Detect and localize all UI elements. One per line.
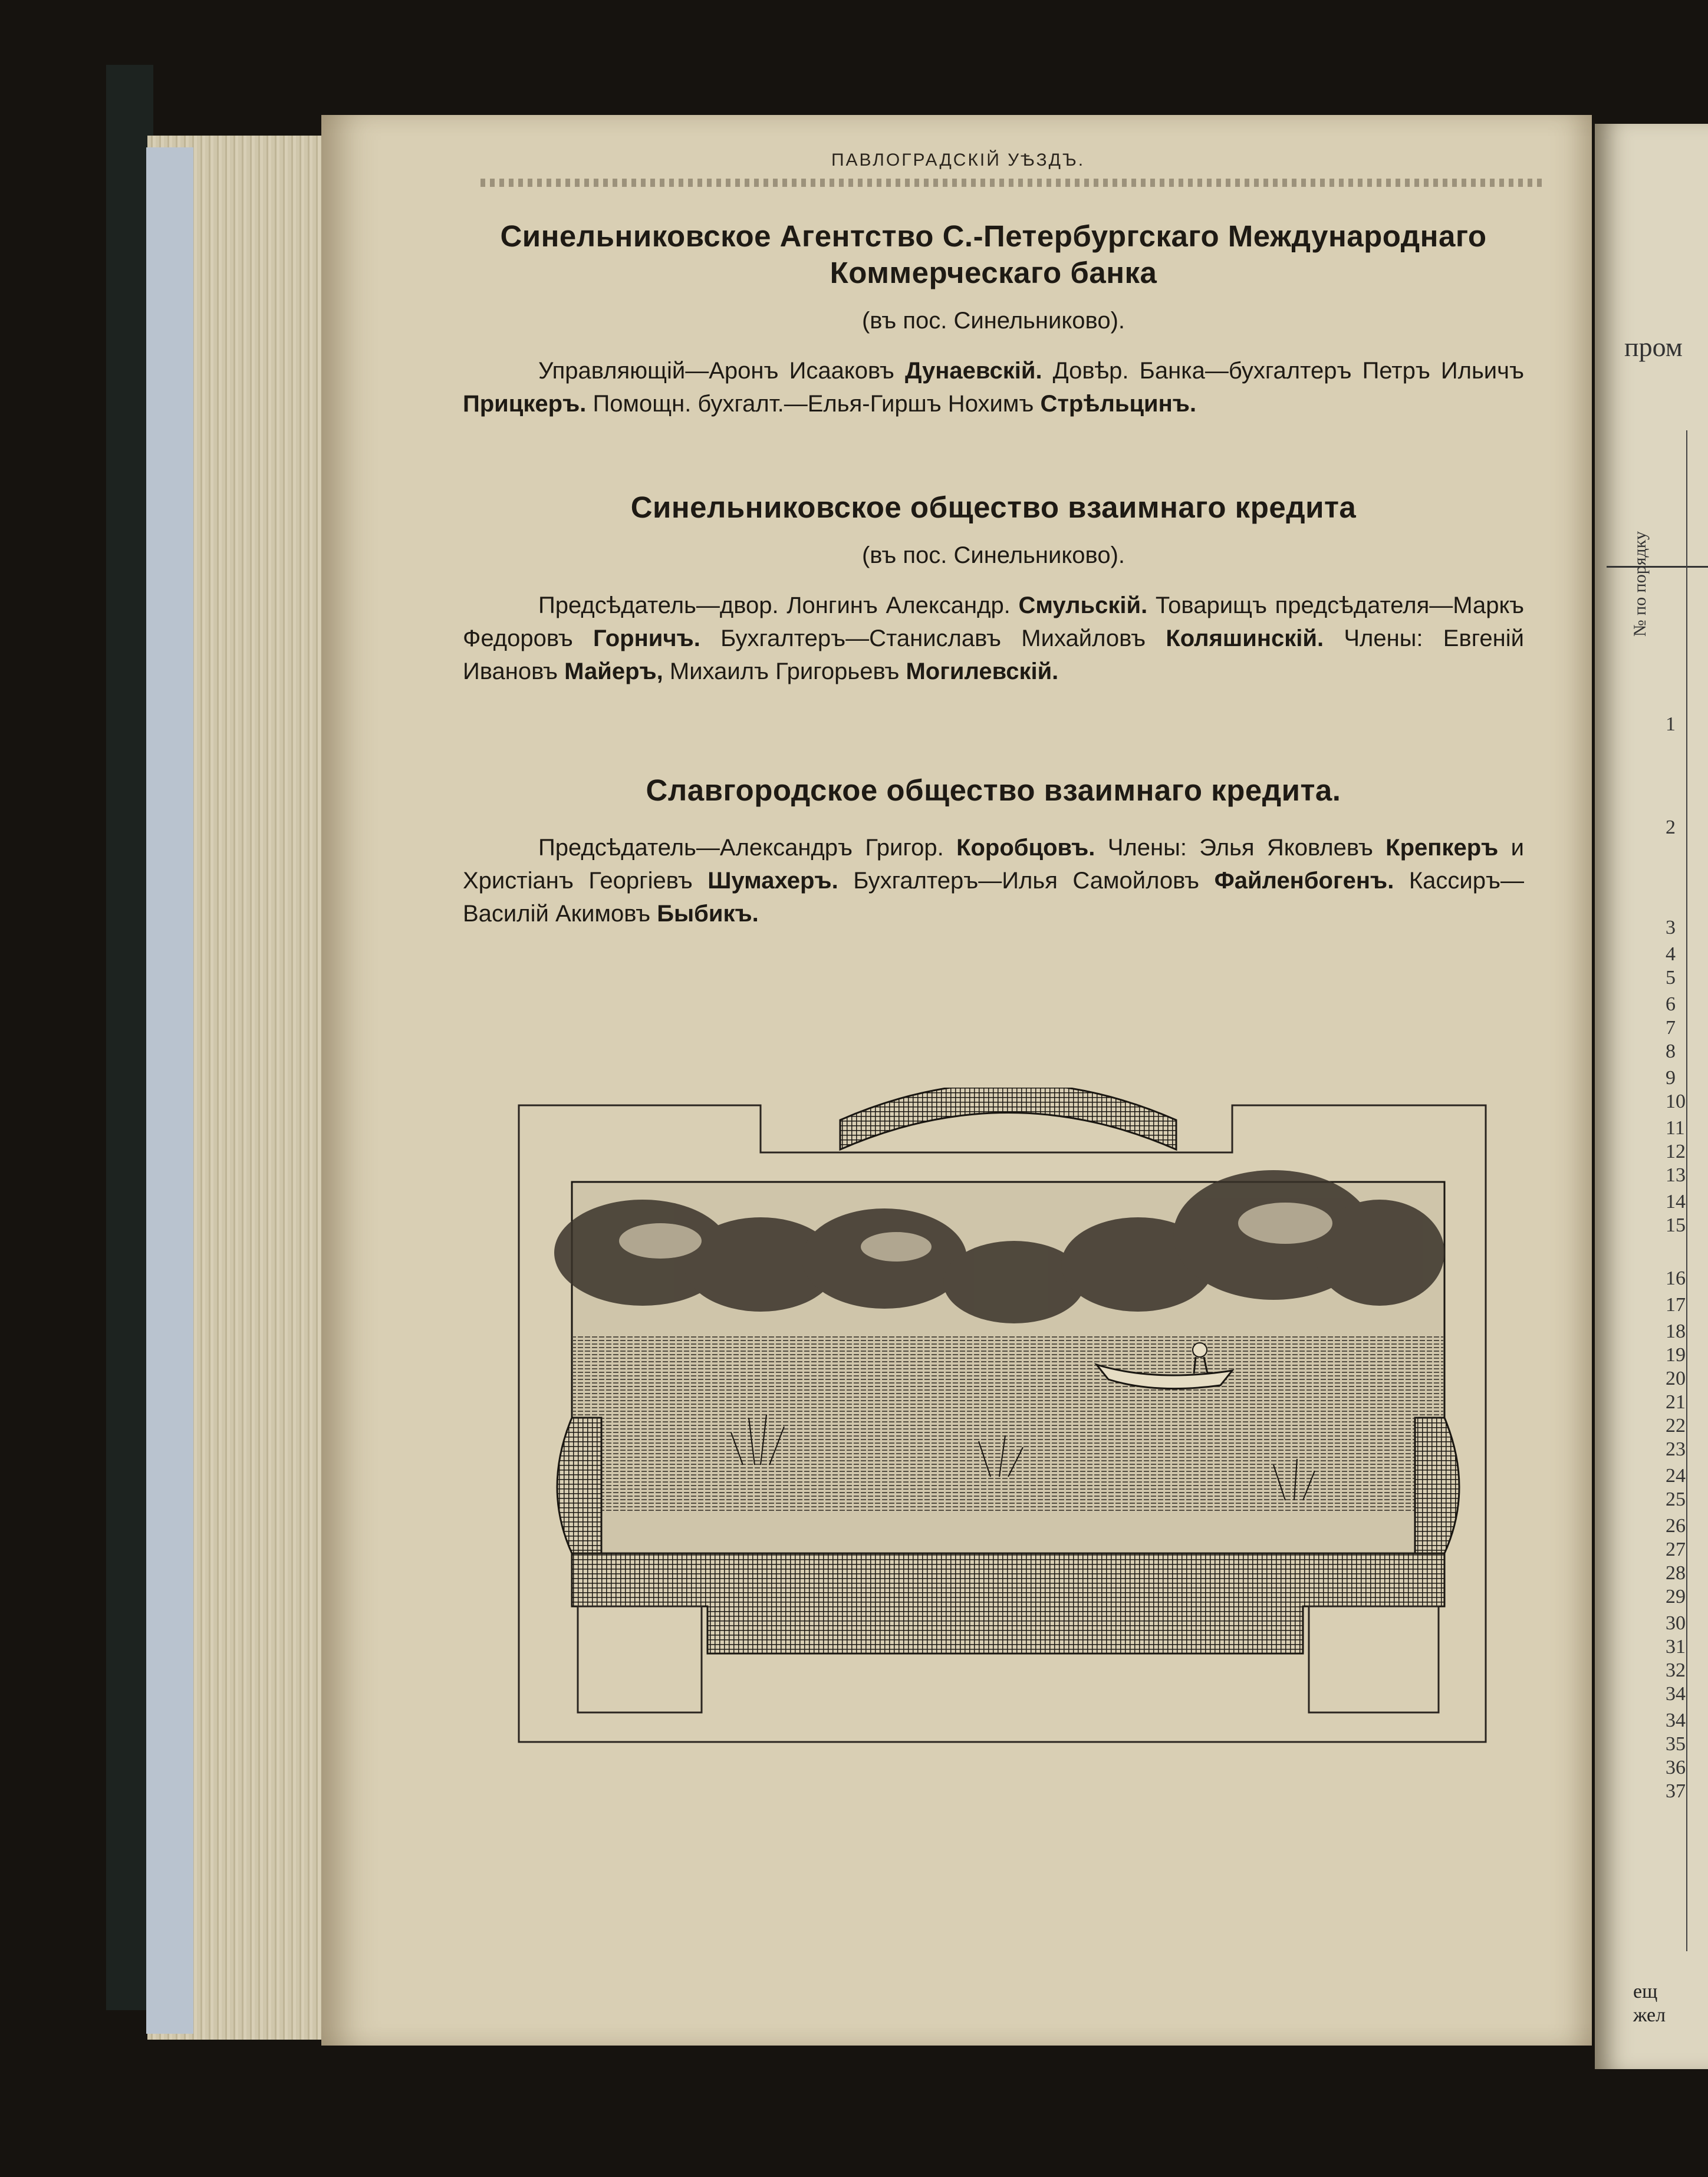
row-number: 12 [1666, 1141, 1686, 1162]
surname: Шумахеръ. [707, 868, 838, 894]
column-label: № по порядку [1630, 531, 1650, 637]
surname: Быбикъ. [657, 901, 759, 927]
section-sinelnikovo-bank [463, 218, 1524, 420]
section-body [463, 354, 1524, 420]
running-head: ПАВЛОГРАДСКІЙ УѢЗДЪ. [831, 150, 1085, 170]
section-title: Синельниковское общество взаимнаго кредита [630, 490, 1357, 524]
row-number: 24 [1666, 1465, 1686, 1487]
row-number: 34 [1666, 1710, 1686, 1731]
text-run: Кассиръ—Василій Акимовъ [463, 868, 1525, 927]
surname: Могилевскій. [906, 658, 1059, 684]
row-number: 10 [1666, 1091, 1686, 1112]
row-number: 19 [1666, 1344, 1686, 1366]
text-run: Члены: Элья Яковлевъ [1095, 835, 1386, 861]
row-number: 31 [1666, 1636, 1686, 1658]
text-run: Помощн. бухгалт.—Елья-Гиршъ Нохимъ [586, 391, 1041, 417]
surname: Крепкеръ [1386, 835, 1499, 861]
row-number: 2 [1666, 816, 1676, 838]
text-run: Предсѣдатель—двор. Лонгинъ Александр. [538, 592, 1019, 618]
page-block-edge [146, 147, 193, 2034]
surname: Майеръ, [564, 658, 663, 684]
surname: Стрѣльцинъ. [1040, 391, 1197, 417]
row-number: 7 [1666, 1017, 1676, 1039]
surname: Файленбогенъ. [1214, 868, 1394, 894]
row-number: 36 [1666, 1757, 1686, 1779]
row-number: 14 [1666, 1191, 1686, 1213]
surname: Горничъ. [593, 625, 700, 651]
row-number: 23 [1666, 1438, 1686, 1460]
row-number: 6 [1666, 993, 1676, 1015]
text-run: Управляющій—Аронъ Исааковъ [538, 358, 905, 384]
right-page [1595, 124, 1708, 2069]
row-number: 32 [1666, 1659, 1686, 1681]
row-number: 26 [1666, 1515, 1686, 1537]
row-number: 28 [1666, 1562, 1686, 1584]
landscape-illustration [507, 1088, 1509, 1754]
row-number: 18 [1666, 1320, 1686, 1342]
text-run: Члены: Евгеній Ивановъ [463, 625, 1524, 684]
surname: Прицкеръ. [463, 391, 587, 417]
left-page [321, 115, 1592, 2046]
row-number: 1 [1666, 713, 1676, 735]
section-sinelnikovo-credit [463, 489, 1524, 688]
row-number: 15 [1666, 1214, 1686, 1236]
text-run: и Христіанъ Георгіевъ [463, 835, 1524, 894]
section-body [463, 589, 1524, 688]
surname: Коробцовъ. [956, 835, 1095, 861]
section-title: Синельниковское Агентство С.-Петербургскаго Международнаго Коммерческаго банка [500, 219, 1487, 289]
surname: Дунаевскій. [905, 358, 1042, 384]
text-run: Михаилъ Григорьевъ [663, 658, 906, 684]
surname: Смульскій. [1018, 592, 1148, 618]
row-number: 3 [1666, 917, 1676, 938]
row-number: 5 [1666, 967, 1676, 989]
row-number: 22 [1666, 1415, 1686, 1437]
table-header-rule [1607, 566, 1708, 568]
row-number: 34 [1666, 1683, 1686, 1705]
text-run: Товарищъ предсѣдателя—Маркъ Федоровъ [463, 592, 1524, 651]
row-number: 27 [1666, 1539, 1686, 1560]
table-column-rule [1686, 430, 1687, 1951]
right-page-heading: пром [1624, 332, 1683, 362]
row-number: 29 [1666, 1586, 1686, 1608]
section-body [463, 831, 1524, 930]
section-location: (въ пос. Синельниково). [861, 308, 1125, 334]
text-run: Довѣр. Банка—бухгалтеръ Петръ Ильичъ [1042, 358, 1524, 384]
row-number: 4 [1666, 943, 1676, 965]
row-number: 30 [1666, 1612, 1686, 1634]
text-run: Бухгалтеръ—Илья Самойловъ [838, 868, 1215, 894]
row-number: 37 [1666, 1780, 1686, 1802]
row-number: 17 [1666, 1294, 1686, 1316]
row-number: 16 [1666, 1267, 1686, 1289]
section-slavgorod-credit [463, 772, 1524, 930]
row-number: 20 [1666, 1368, 1686, 1389]
right-page-footer-line: ещ [1633, 1981, 1658, 2003]
right-page-footer-line: жел [1633, 2004, 1666, 2026]
text-run: Предсѣдатель—Александръ Григор. [538, 835, 957, 861]
row-number: 21 [1666, 1391, 1686, 1413]
wavy-rule [481, 179, 1542, 187]
row-number: 35 [1666, 1733, 1686, 1755]
row-number: 8 [1666, 1040, 1676, 1062]
surname: Коляшинскій. [1166, 625, 1324, 651]
section-title: Славгородское общество взаимнаго кредита. [646, 773, 1341, 807]
text-run: Бухгалтеръ—Станиславъ Михайловъ [700, 625, 1166, 651]
row-number: 13 [1666, 1164, 1686, 1186]
section-location: (въ пос. Синельниково). [861, 542, 1125, 568]
row-number: 25 [1666, 1488, 1686, 1510]
row-number: 9 [1666, 1067, 1676, 1089]
row-number: 11 [1666, 1117, 1685, 1139]
